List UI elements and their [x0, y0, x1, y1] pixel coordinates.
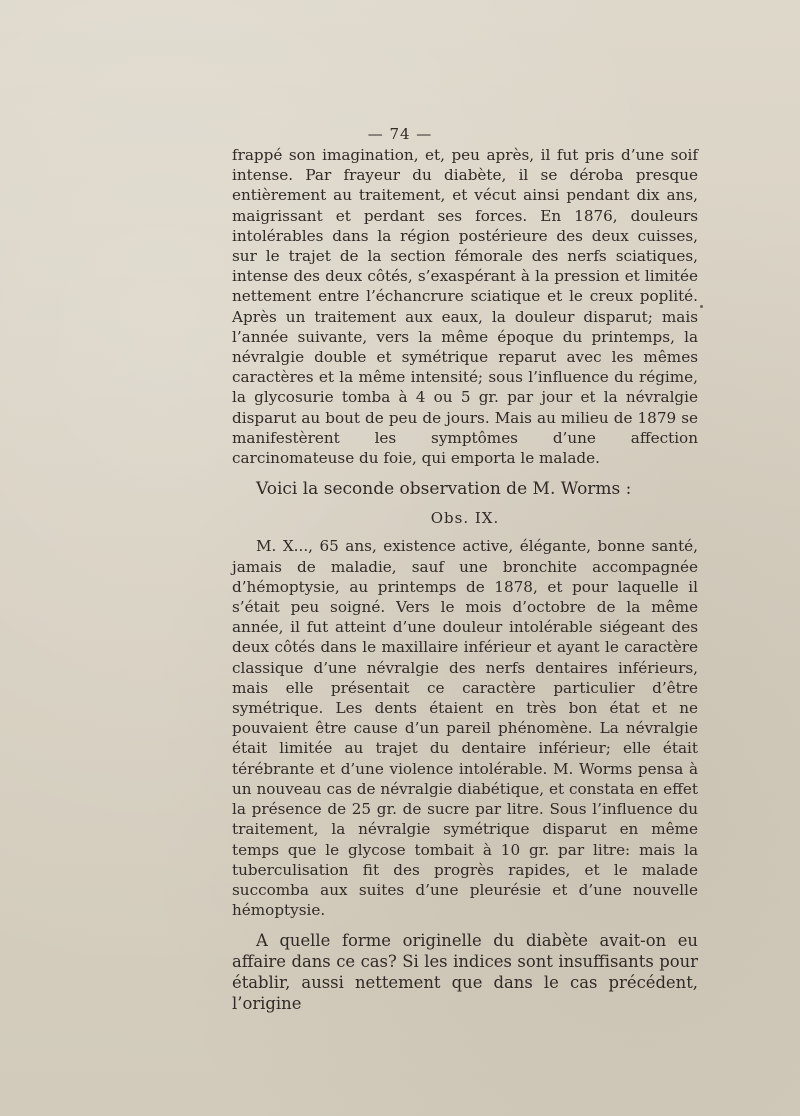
paragraph-observation-ix: M. X..., 65 ans, existence active, élégante, bonne santé, jamais de maladie, sauf une bronchite accompagnée d’hémoptysie, au printemps de 1878, et pour laquelle il s’était peu soigné. Vers le mois d’octobre de la même année, il fut atteint d’une douleur intolérable siégeant des deux côtés dans le maxillaire inférieur et ayant le caractère classique d’une névralgie des nerfs dentaires inférieurs, mais elle présentait ce caractère particulier d’être symétrique. Les dents étaient en très bon état et ne pouvaient être cause d’un pareil phénomène. La névralgie était limitée au trajet du dentaire inférieur; elle était térébrante et d’une violence intolérable. M. Worms pensa à un nouveau cas de névralgie diabétique, et constata en effet la présence de 25 gr. de sucre par litre. Sous l’influence du traitement, la névralgie symétrique disparut en même temps que le glycose tombait à 10 gr. par litre: mais la tuberculisation fit des progrès rapides, et le malade succomba aux suites d’une pleurésie et d’une nouvelle hémoptysie.	[232, 537, 698, 920]
paragraph-discussion: A quelle forme originelle du diabète avait-on eu affaire dans ce cas? Si les indices sont insuffisants pour établir, aussi nettement que dans le cas précédent, l’origine	[232, 931, 698, 1014]
paragraph-intro-observation: Voici la seconde observation de M. Worms :	[256, 479, 632, 500]
observation-heading: Obs. IX.	[430, 509, 500, 528]
page-number: — 74 —	[367, 125, 433, 143]
paragraph-continued: frappé son imagination, et, peu après, il fut pris d’une soif intense. Par frayeur du diabète, il se déroba presque entièrement au traitement, et vécut ainsi pendant dix ans, maigrissant et perdant ses forces. En 1876, douleurs intolérables dans la région postérieure des deux cuisses, sur le trajet de la section fémorale des nerfs sciatiques, intense des deux côtés, s’exaspérant à la pression et limitée nettement entre l’échancrure sciatique et le creux poplité. Après un traitement aux eaux, la douleur disparut; mais l’année suivante, vers la même époque du printemps, la névralgie double et symétrique reparut avec les mêmes caractères et la même intensité; sous l’influence du régime, la glycosurie tomba à 4 ou 5 gr. par jour et la névralgie disparut au bout de peu de jours. Mais au milieu de 1879 se manifestèrent les symptômes d’une affection carcinomateuse du foie, qui emporta le malade.	[232, 146, 698, 468]
body-text	[232, 145, 698, 1014]
ink-spot	[700, 305, 703, 308]
